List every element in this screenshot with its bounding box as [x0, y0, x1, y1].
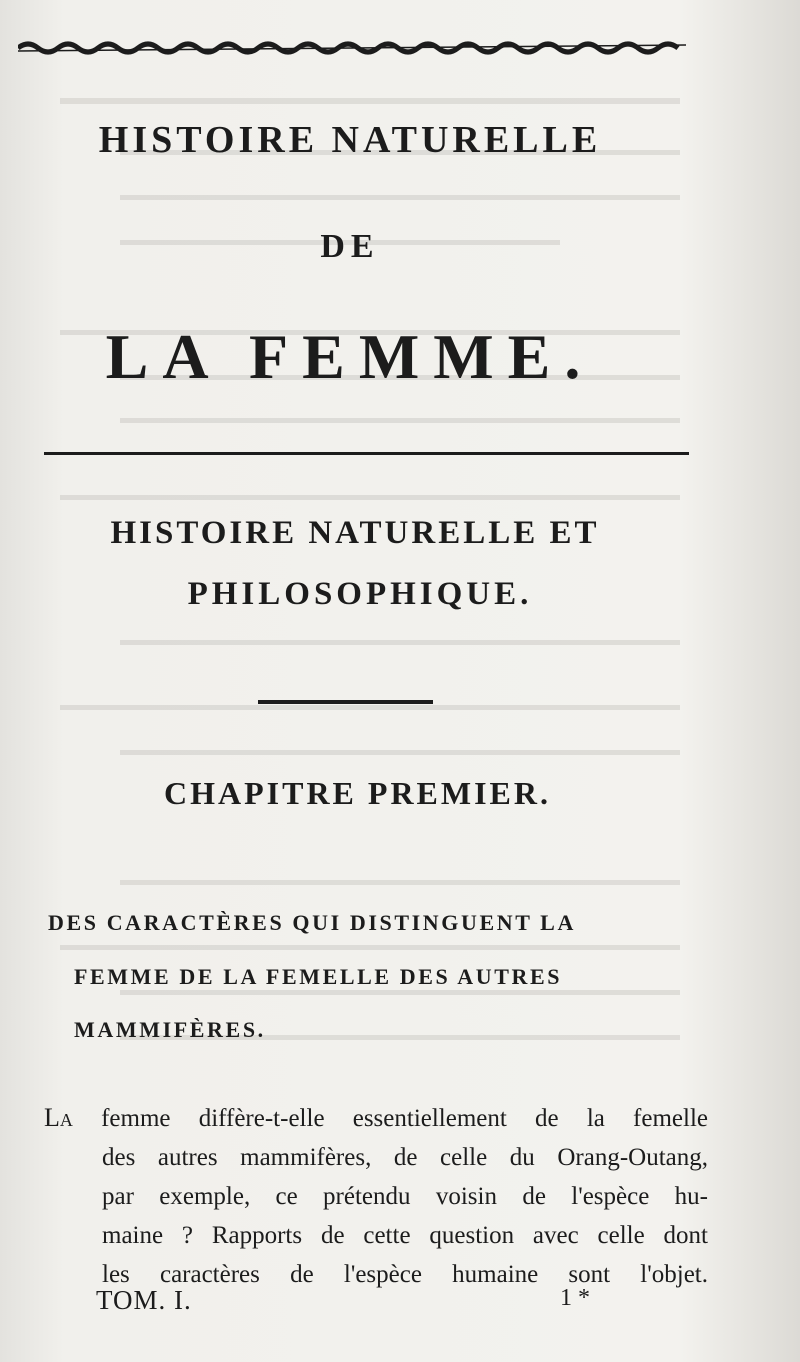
paragraph-line-5: les caractères de l'espèce humaine sont l'objet.: [102, 1261, 708, 1288]
paragraph-line-1-text: femme diffère-t-elle essentiellement de la femelle: [101, 1105, 708, 1132]
chapter-heading-line-1: DES CARACTÈRES QUI DISTINGUENT LA: [48, 910, 576, 935]
volume-label: TOM. I.: [96, 1285, 192, 1315]
summary-paragraph: [44, 1098, 708, 1294]
horizontal-rule: [44, 452, 689, 455]
paragraph-line-2: des autres mammifères, de celle du Orang-Outang,: [102, 1144, 708, 1171]
title-line-2: DE: [320, 228, 380, 265]
decorative-rope-border: [18, 34, 686, 62]
paragraph-line-1: [44, 1098, 708, 1138]
paragraph-line-3: par exemple, ce prétendu voisin de l'espèce hu-: [102, 1183, 708, 1210]
subtitle-line-1: HISTOIRE NATURELLE ET: [110, 515, 600, 551]
chapter-heading: [48, 896, 708, 1057]
chapter-heading-line-2: FEMME DE LA FEMELLE DES AUTRES: [74, 964, 563, 989]
title-line-1: HISTOIRE NATURELLE: [98, 119, 602, 161]
subtitle-line-2: PHILOSOPHIQUE.: [187, 576, 533, 612]
signature-mark: 1 *: [560, 1285, 590, 1311]
short-rule: [258, 700, 433, 704]
paragraph-lead-word: La: [44, 1103, 73, 1132]
chapter-heading-line-3: MAMMIFÈRES.: [74, 1017, 266, 1042]
title-line-3: LA FEMME.: [105, 321, 595, 392]
chapter-title: CHAPITRE PREMIER.: [163, 775, 551, 811]
paragraph-line-4: maine ? Rapports de cette question avec celle dont: [102, 1222, 708, 1249]
